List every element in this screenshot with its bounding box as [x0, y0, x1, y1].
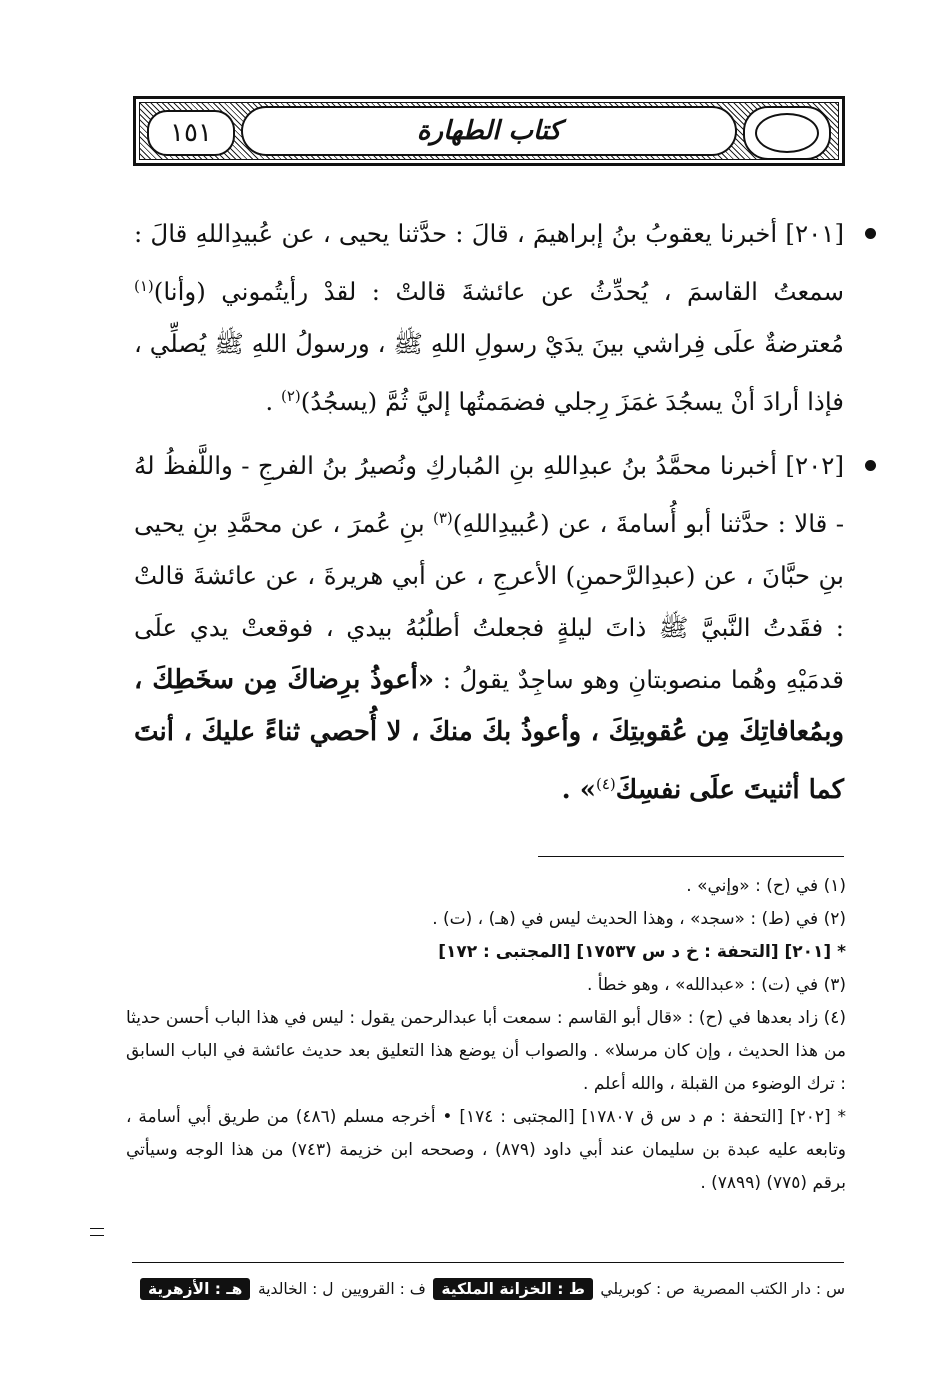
book-seal-cartouche	[743, 106, 831, 160]
footnote-1: (١) في (ح) : «وإني» .	[686, 876, 846, 896]
reference-201: * [٢٠١] [التحفة : خ د س ١٧٥٣٧] [المجتبى : ١٧٢]	[438, 942, 846, 962]
hadith-202-line-1: [٢٠٢] أخبرنا محمَّدُ بنُ عبدِاللهِ بنِ المُباركِ ونُصيرُ بنُ الفرجِ - واللَّفظُ لهُ -	[134, 451, 844, 539]
dua-quote-3: نفسِكَ	[615, 775, 682, 806]
header-title-cartouche	[241, 106, 737, 156]
footnote-3: (٣) في (ت) : «عبدالله» ، وهو خطأ .	[586, 975, 846, 995]
book-seal-logo	[755, 113, 819, 153]
key-separator	[132, 1262, 844, 1263]
footnote-ref-2: (٢)	[280, 387, 301, 406]
hadith-201-line-3: علَى فِراشي بينَ يدَيْ رسولِ اللهِ ﷺ ، ورسولُ اللهِ ﷺ يُصلِّي ، فإذا أرادَ أنْ	[134, 329, 844, 417]
manuscript-key	[140, 1268, 845, 1310]
page-number: ١٥١	[170, 118, 212, 148]
page-number-cartouche	[147, 110, 235, 156]
footnote-ref-3: (٣)	[432, 509, 453, 527]
dua-quote-3b: » .	[561, 775, 596, 806]
hadith-202	[134, 440, 844, 816]
reference-202: * [٢٠٢] [التحفة : م د س ق ١٧٨٠٧] [المجتبى : ١٧٤] • أخرجه مسلم (٤٨٦) من طريق أبي أسامة ، وتابعه عليه عبدة بن سليمان عند أبي داود (٨٧٩) ، وصححه ابن خزيمة (٧٤٣) من هذا الوجه وسيأتي برقم (٧٧٥) (٧٨٩٩) .	[126, 1107, 847, 1193]
key-item-ta: ط : الخزانة الملكية	[433, 1278, 593, 1300]
key-item-fa: ف : القرويين	[341, 1280, 426, 1298]
key-item-lam: ل : الخالدية	[257, 1280, 334, 1298]
hadith-202-line-2b: بنِ عُمرَ ، عن محمَّدِ بنِ يحيى بنِ	[134, 509, 844, 591]
hadith-201-line-4b: .	[265, 387, 281, 417]
hadith-201	[134, 208, 844, 428]
footnote-separator	[538, 856, 844, 857]
key-item-sin: س : دار الكتب المصرية	[692, 1280, 845, 1298]
bullet-icon	[865, 228, 876, 239]
book-title: كتاب الطهارة	[416, 116, 562, 146]
key-item-sad: ص : كوبريلي	[600, 1280, 685, 1298]
hadith-201-line-2b: مُعترضةٌ	[764, 329, 844, 359]
footnotes	[126, 870, 846, 1200]
key-item-ha: هـ : الأزهرية	[140, 1278, 250, 1300]
dua-quote-2: عُقوبتِكَ ، وأعوذُ بكَ منكَ ، لا أُحصي ثناءً عليكَ ، أنتَ كما أثنيتَ علَى	[134, 717, 844, 806]
hadith-202-line-3: حبَّانَ ، عن (عبدِالرَّحمنِ) الأعرجِ ، عن أبي هريرةَ ، عن عائشةَ قالتْ : فقَدتُ	[134, 561, 845, 643]
dua-quote-1: «أعوذُ برِضاكَ مِن سخَطِكَ ، وبمُعافاتِكَ مِن	[134, 665, 845, 748]
hadith-201-line-1: [٢٠١] أخبرنا يعقوبُ بنُ إبراهيمَ ، قالَ : حدَّثنا يحيى ، عن عُبيدِاللهِ قالَ :	[134, 219, 844, 248]
hadith-201-line-2: سمعتُ القاسمَ ، يُحدِّثُ عن عائشةَ قالتْ : لقدْ رأيتُموني (وأنا)	[153, 277, 844, 307]
footnote-ref-1: (١)	[134, 277, 154, 295]
hadith-202-line-2: قالا : حدَّثنا أبو أُسامةَ ، عن (عُبيدِاللهِ)	[452, 509, 828, 539]
footnote-2: (٢) في (ط) : «سجد» ، وهذا الحديث ليس في (هـ) ، (ت) .	[432, 909, 846, 929]
margin-mark	[90, 1228, 104, 1236]
footnote-4: (٤) زاد بعدها في (ح) : «قال أبو القاسم : سمعت أبا عبدالرحمن يقول : ليس في هذا الباب أحسن حديثا من هذا الحديث ، وإن كان مرسلا» . والصواب أن يوضع هذا التعليق بعد حديث عائشة في الباب السابق : ترك الوضوء من القبلة ، والله أعلم .	[126, 1008, 846, 1094]
hadith-202-line-5: منصوبتانِ وهو ساجِدٌ يقولُ :	[434, 665, 723, 695]
bullet-icon	[865, 460, 876, 471]
hadith-201-line-4: يسجُدَ غمَزَ رِجلي فضمَمتُها إليَّ ثُمَّ (يسجُدُ)	[300, 387, 723, 417]
footnote-ref-4: (٤)	[596, 775, 616, 794]
page-header	[133, 96, 845, 166]
hadith-202-line-4: النَّبيَّ ﷺ ذاتَ ليلةٍ فجعلتُ أطلُبُهُ بيدي ، فوقعتْ يدي علَى قدمَيْهِ وهُما	[134, 613, 844, 695]
